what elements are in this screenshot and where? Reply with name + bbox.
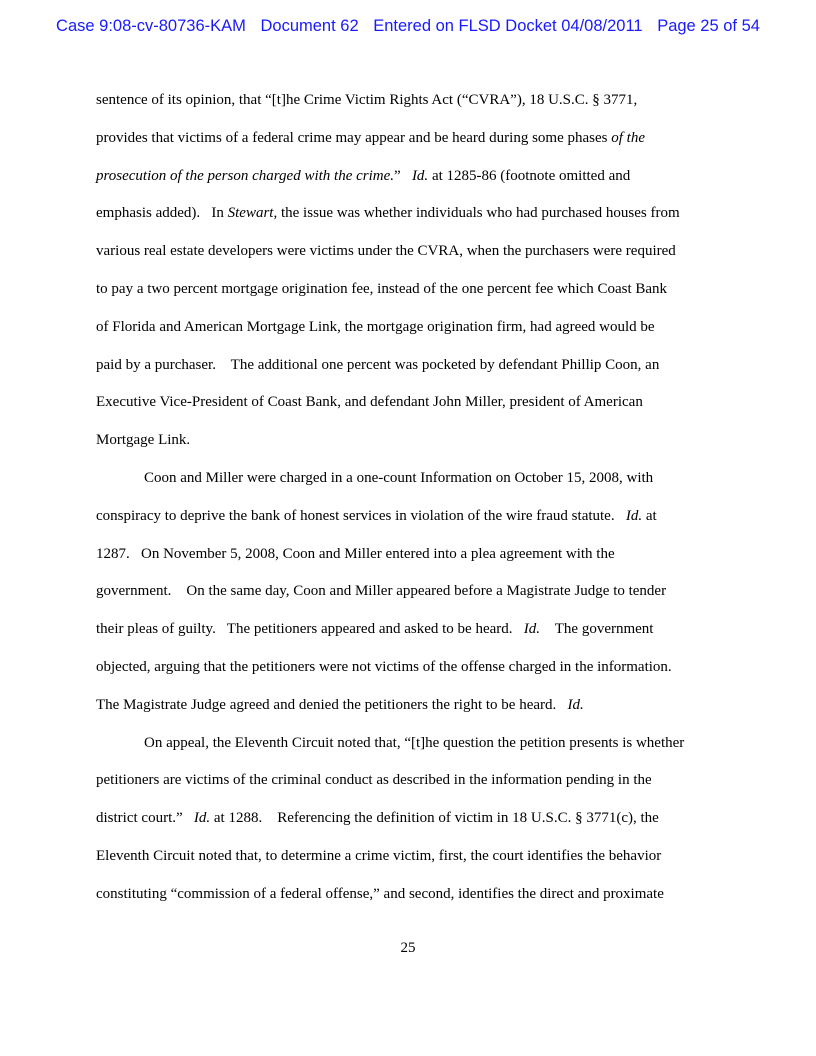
text-segment: 1287. On November 5, 2008, Coon and Miller entered into a plea agreement with the bbox=[96, 545, 615, 562]
italic-text: Id. bbox=[411, 167, 429, 184]
text-line bbox=[96, 725, 736, 763]
text-segment: Coon and Miller were charged in a one-count Information on October 15, 2008, with bbox=[144, 469, 654, 486]
text-line bbox=[96, 347, 736, 385]
text-segment: paid by a purchaser. The additional one percent was pocketed by defendant Phillip Coon, an bbox=[96, 356, 660, 373]
text-line bbox=[96, 120, 736, 158]
text-segment: at 1288. Referencing the definition of victim in 18 U.S.C. § 3771(c), the bbox=[210, 810, 659, 827]
text-segment: The Magistrate Judge agreed and denied the petitioners the right to be heard. bbox=[96, 696, 568, 713]
text-segment: their pleas of guilty. The petitioners appeared and asked to be heard. bbox=[96, 621, 524, 638]
italic-text: Id. bbox=[193, 810, 211, 827]
text-line bbox=[96, 422, 736, 460]
italic-text: Id. bbox=[625, 507, 643, 524]
text-segment: , the issue was whether individuals who had purchased houses from bbox=[273, 205, 680, 222]
text-line bbox=[96, 762, 736, 800]
text-segment: government. On the same day, Coon and Miller appeared before a Magistrate Judge to tender bbox=[96, 583, 667, 600]
italic-text: Stewart bbox=[227, 205, 274, 222]
text-line bbox=[96, 876, 736, 914]
text-segment: conspiracy to deprive the bank of honest services in violation of the wire fraud statute. bbox=[96, 507, 626, 524]
text-segment: constituting “commission of a federal offense,” and second, identifies the direct and proximate bbox=[96, 885, 664, 902]
page-indicator: Page 25 of 54 bbox=[657, 17, 760, 35]
text-line bbox=[96, 611, 736, 649]
text-segment: to pay a two percent mortgage origination fee, instead of the one percent fee which Coast Bank bbox=[96, 280, 668, 297]
text-segment: ” bbox=[394, 167, 412, 184]
italic-text: Id. bbox=[523, 621, 541, 638]
text-segment: at bbox=[642, 507, 657, 524]
text-line bbox=[96, 233, 736, 271]
text-line bbox=[96, 536, 736, 574]
text-line bbox=[96, 800, 736, 838]
text-line bbox=[96, 498, 736, 536]
italic-text: prosecution of the person charged with the crime. bbox=[96, 167, 395, 184]
text-segment: various real estate developers were victims under the CVRA, when the purchasers were required bbox=[96, 243, 676, 260]
text-segment: district court.” bbox=[96, 810, 194, 827]
docket-entry-date: Entered on FLSD Docket 04/08/2011 bbox=[373, 17, 643, 35]
text-segment: Mortgage Link. bbox=[96, 432, 191, 449]
text-line bbox=[96, 687, 736, 725]
text-line bbox=[96, 384, 736, 422]
text-line bbox=[96, 460, 736, 498]
text-line bbox=[96, 649, 736, 687]
text-segment: petitioners are victims of the criminal conduct as described in the information pending in the bbox=[96, 772, 652, 789]
page-number: 25 bbox=[400, 940, 416, 956]
text-line bbox=[96, 82, 736, 120]
text-segment: Eleventh Circuit noted that, to determine a crime victim, first, the court identifies the behavior bbox=[96, 847, 662, 864]
text-segment: On appeal, the Eleventh Circuit noted that, “[t]he question the petition presents is whether bbox=[144, 734, 685, 751]
text-line bbox=[96, 309, 736, 347]
text-segment: of Florida and American Mortgage Link, the mortgage origination firm, had agreed would be bbox=[96, 318, 655, 335]
text-segment: objected, arguing that the petitioners were not victims of the offense charged in the information. bbox=[96, 658, 672, 675]
text-line bbox=[96, 158, 736, 196]
italic-text: of the bbox=[611, 129, 645, 146]
document-number: Document 62 bbox=[260, 17, 359, 35]
document-body bbox=[96, 82, 736, 914]
text-line bbox=[96, 573, 736, 611]
text-segment: at 1285-86 (footnote omitted and bbox=[428, 167, 631, 184]
docket-header bbox=[0, 17, 816, 36]
italic-text: Id. bbox=[567, 696, 584, 713]
text-segment: provides that victims of a federal crime may appear and be heard during some phases bbox=[96, 129, 612, 146]
text-segment: The government bbox=[540, 621, 654, 638]
text-segment: emphasis added). In bbox=[96, 205, 228, 222]
text-line bbox=[96, 271, 736, 309]
case-number: Case 9:08-cv-80736-KAM bbox=[56, 17, 246, 35]
text-line bbox=[96, 195, 736, 233]
text-segment: Executive Vice-President of Coast Bank, and defendant John Miller, president of American bbox=[96, 394, 643, 411]
text-segment: sentence of its opinion, that “[t]he Crime Victim Rights Act (“CVRA”), 18 U.S.C. § 3771, bbox=[96, 92, 638, 108]
text-line bbox=[96, 838, 736, 876]
